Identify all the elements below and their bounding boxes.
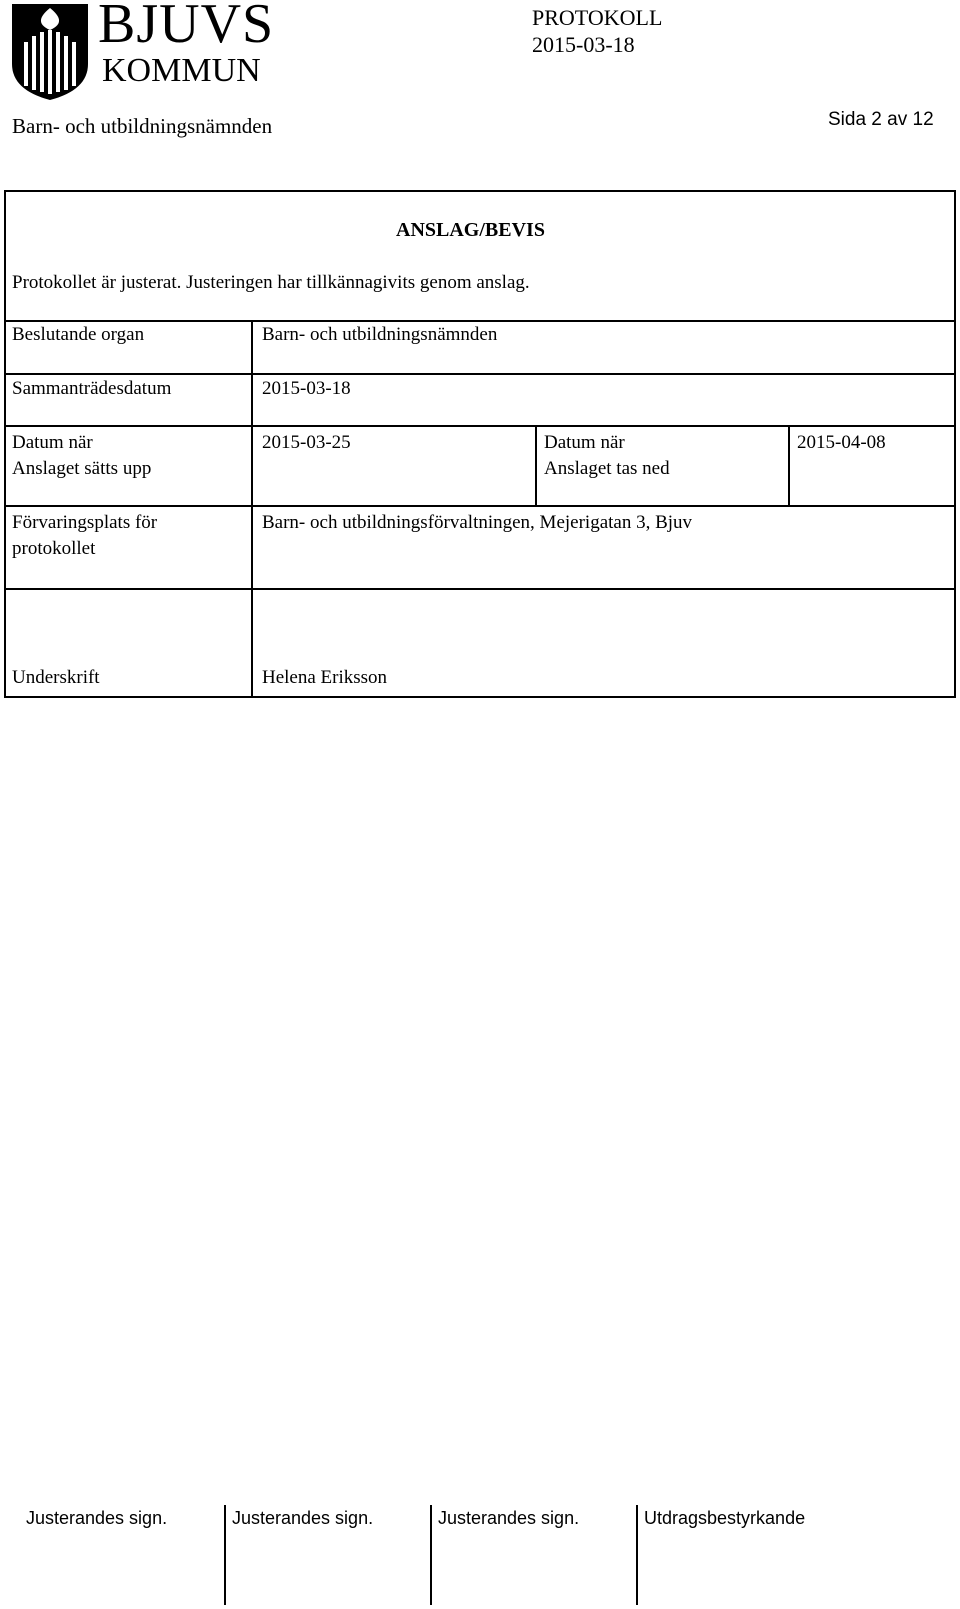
document-type: PROTOKOLL [532,5,663,30]
storage-label-line2: protokollet [12,538,96,559]
row-divider [4,588,956,590]
removed-date-label-line1: Datum när [544,432,625,453]
signature-label: Underskrift [12,667,100,688]
footer-signature-3: Justerandes sign. [438,1508,580,1528]
footer-signature-1: Justerandes sign. [26,1508,168,1528]
posted-date-label-line2: Anslaget sätts upp [12,458,152,479]
removed-date-value: 2015-04-08 [797,432,886,453]
row-divider [4,505,956,507]
signature-value: Helena Eriksson [262,667,388,688]
decision-body-label: Beslutande organ [12,324,145,345]
footer-certification: Utdragsbestyrkande [644,1508,806,1528]
municipal-shield-icon [10,2,90,102]
footer-divider [430,1505,432,1605]
column-divider [535,425,537,505]
column-divider [788,425,790,505]
board-name: Barn- och utbildningsnämnden [12,114,273,138]
bjuvs-kommun-logo [10,0,275,102]
footer-divider [224,1505,226,1605]
document-date: 2015-03-18 [532,32,635,57]
decision-body-value: Barn- och utbildningsnämnden [262,324,498,345]
row-divider [4,425,956,427]
logo-wordmark-bjuvs: BJUVS [98,0,275,55]
notice-heading: ANSLAG/BEVIS [396,219,545,241]
posted-date-label-line1: Datum när [12,432,93,453]
page-number: Sida 2 av 12 [828,109,934,130]
footer-signature-2: Justerandes sign. [232,1508,374,1528]
footer-divider [636,1505,638,1605]
removed-date-label-line2: Anslaget tas ned [544,458,670,479]
logo-wordmark-kommun: KOMMUN [102,52,261,89]
column-divider [251,320,253,698]
posted-date-value: 2015-03-25 [262,432,351,453]
row-divider [4,373,956,375]
meeting-date-label: Sammanträdesdatum [12,378,172,399]
notice-intro: Protokollet är justerat. Justeringen har tillkännagivits genom anslag. [12,272,530,293]
meeting-date-value: 2015-03-18 [262,378,351,399]
storage-value: Barn- och utbildningsförvaltningen, Mejerigatan 3, Bjuv [262,512,693,533]
storage-label-line1: Förvaringsplats för [12,512,158,533]
